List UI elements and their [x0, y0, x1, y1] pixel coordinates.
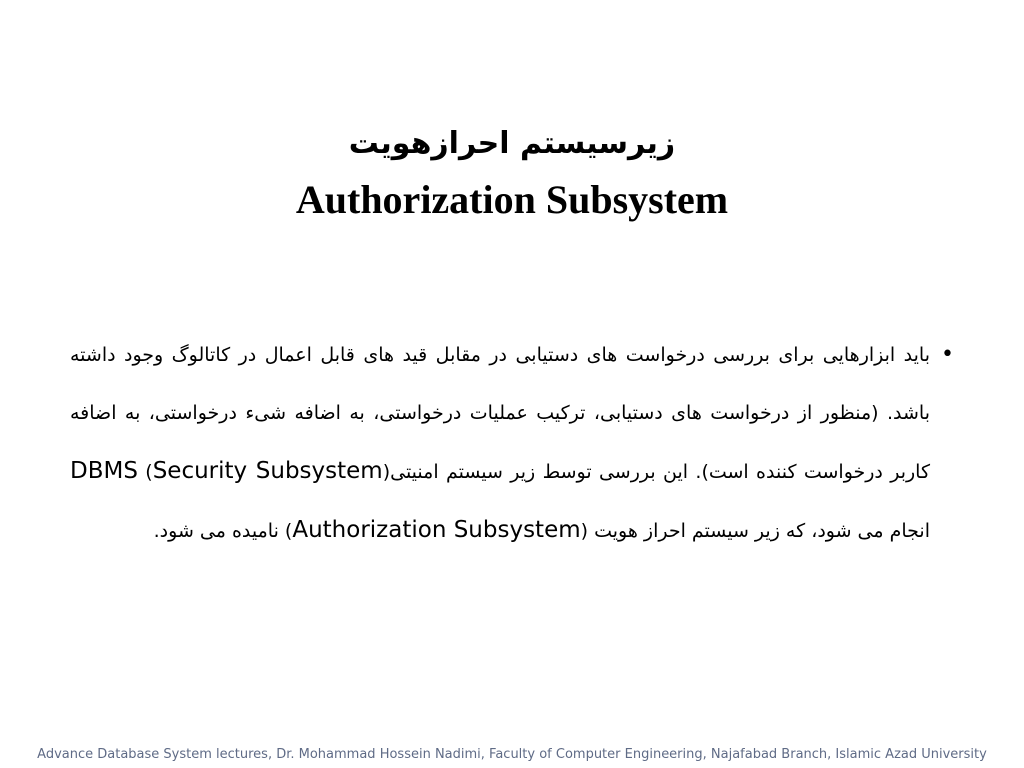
title-persian: زیرسیستم احرازهویت: [348, 126, 676, 161]
bullet-item: [70, 326, 952, 560]
bullet-text: [70, 326, 930, 560]
term-authorization-subsystem: Authorization Subsystem: [292, 517, 581, 543]
bullet-text-part-4: ) نامیده می شود.: [153, 520, 293, 542]
title-english: Authorization Subsystem: [295, 177, 729, 222]
bullet-text-part-2: ): [137, 461, 153, 483]
slide-body: [70, 326, 952, 560]
bullet-text-part-1: باید ابزارهایی برای بررسی درخواست های دستیابی در مقابل قید های قابل اعمال در کاتالوگ وجود داشته باشد. (منظور از درخواست های دستیابی، ترکیب عملیات درخواستی، به اضافه شیء درخواستی، به اضافه کاربر درخواست کننده است). این بررسی توسط زیر سیستم امنیتی(: [70, 344, 931, 483]
term-security-subsystem: Security Subsystem: [152, 458, 383, 484]
bullet-text-part-3: انجام می شود، که زیر سیستم احراز هویت (: [580, 520, 930, 542]
slide-title: [0, 118, 1024, 230]
slide-footer: Advance Database System lectures, Dr. Mohammad Hossein Nadimi, Faculty of Computer Engineering, Najafabad Branch, Islamic Azad University: [37, 747, 987, 762]
bullet-icon: •: [941, 342, 954, 367]
term-dbms: DBMS: [70, 458, 138, 484]
